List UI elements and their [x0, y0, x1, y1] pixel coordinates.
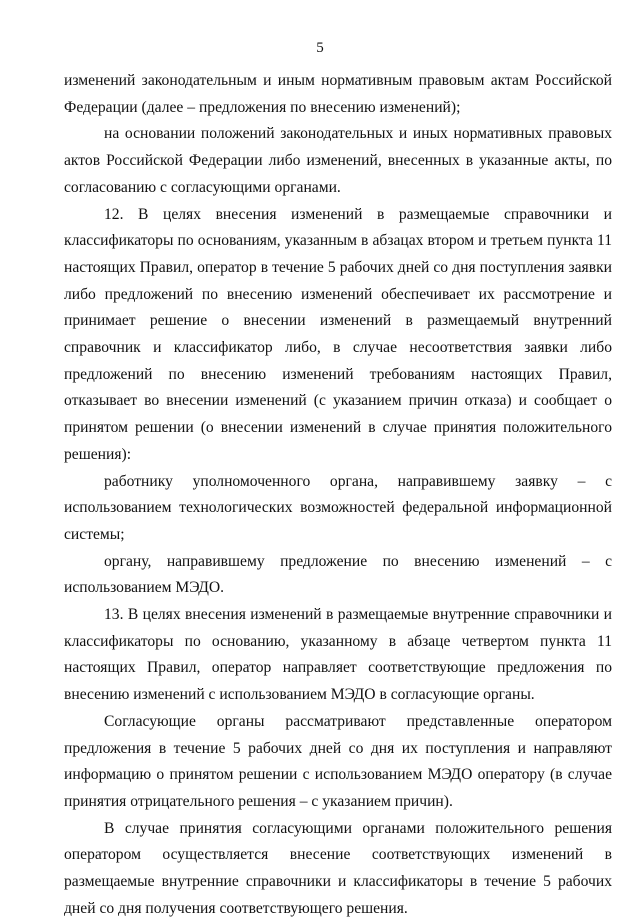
paragraph-basis-legal-acts: на основании положений законодательных и иных нормативных правовых актов Российской Федерации либо изменений, внесенных в указанные акты, по согласованию с согласующими органами.	[64, 125, 612, 196]
page-number: 5	[316, 40, 324, 56]
document-body	[64, 68, 612, 923]
paragraph-positive-decision: В случае принятия согласующими органами положительного решения оператором осуществляется внесение соответствующих изменений в размещаемые внутренние справочники и классификаторы в течение 5 рабочих дней со дня получения соответствующего решения.	[64, 819, 612, 917]
paragraph-continuation: изменений законодательным и иным нормативным правовым актам Российской Федерации (далее – предложения по внесению изменений);	[64, 72, 612, 116]
paragraph-body-notice: органу, направившему предложение по внесению изменений – с использованием МЭДО.	[64, 552, 612, 597]
paragraph-employee-notice: работнику уполномоченного органа, направившему заявку – с использованием технологических возможностей федеральной информационной системы;	[64, 472, 612, 543]
paragraph-agreeing-bodies: Согласующие органы рассматривают представленные оператором предложения в течение 5 рабочих дней со дня их поступления и направляют информацию о принятом решении с использованием МЭДО оператору (в случае принятия отрицательного решения – с указанием причин).	[64, 712, 612, 810]
paragraph-clause-13: 13. В целях внесения изменений в размещаемые внутренние справочники и классификаторы по основанию, указанному в абзаце четвертом пункта 11 настоящих Правил, оператор направляет соответствующие предложения по внесению изменений с использованием МЭДО в согласующие органы.	[64, 606, 612, 704]
paragraph-clause-12: 12. В целях внесения изменений в размещаемые справочники и классификаторы по основаниям, указанным в абзацах втором и третьем пункта 11 настоящих Правил, оператор в течение 5 рабочих дней со дня поступления заявки либо предложений по внесению изменений обеспечивает их рассмотрение и принимает решение о внесении изменений в размещаемый внутренний справочник и классификатор либо, в случае несоответствия заявки либо предложений по внесению изменений требованиям настоящих Правил, отказывает во внесении изменений (с указанием причин отказа) и сообщает о принятом решении (о внесении изменений в случае принятия положительного решения):	[64, 205, 612, 463]
